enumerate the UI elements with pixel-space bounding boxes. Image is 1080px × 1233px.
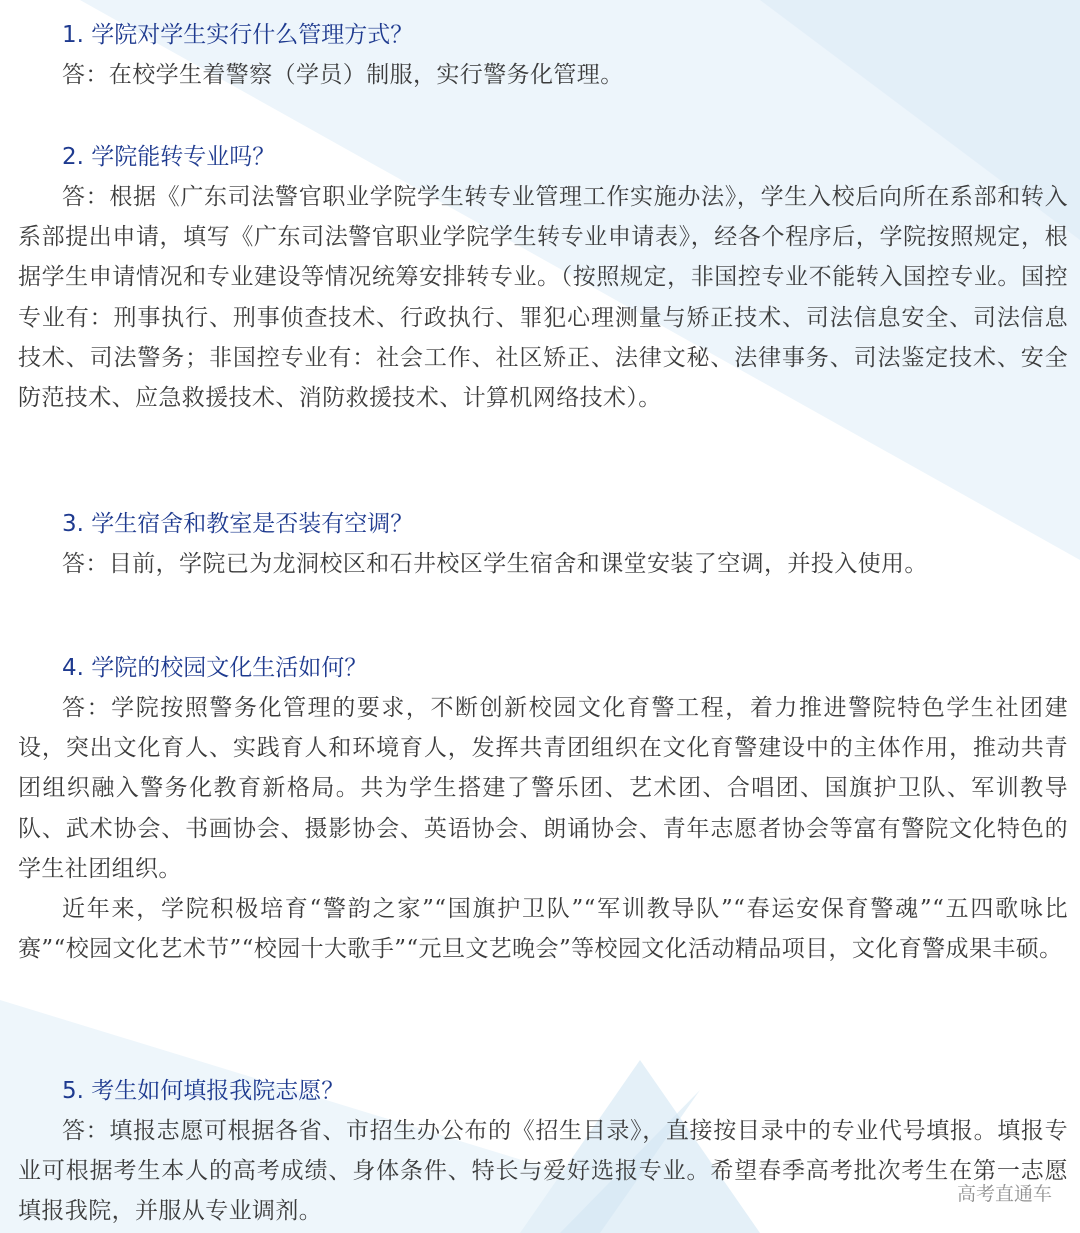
answer-3-paragraph: 答：目前，学院已为龙洞校区和石井校区学生宿舍和课堂安装了空调，并投入使用。 (62, 551, 928, 577)
question-1: 1. 学院对学生实行什么管理方式？ (62, 22, 414, 48)
answer-1 (18, 55, 1068, 95)
question-4: 4. 学院的校园文化生活如何？ (62, 655, 368, 681)
answer-4-paragraph-2: 近年来，学院积极培育“警韵之家”“国旗护卫队”“军训教导队”“春运安保育警魂”“五四歌咏比赛”“校园文化艺术节”“校园十大歌手”“元旦文艺晚会”等校园文化活动精品项目，文化育警成果丰硕。 (18, 896, 1068, 963)
question-3: 3. 学生宿舍和教室是否装有空调？ (62, 511, 414, 537)
question-5: 5. 考生如何填报我院志愿？ (62, 1078, 345, 1104)
answer-4 (18, 688, 1068, 969)
watermark: 高考直通车 (956, 1183, 1052, 1205)
answer-1-paragraph: 答：在校学生着警察（学员）制服，实行警务化管理。 (62, 62, 624, 88)
answer-4-paragraph-1: 答：学院按照警务化管理的要求，不断创新校园文化育警工程，着力推进警院特色学生社团建设，突出文化育人、实践育人和环境育人，发挥共青团组织在文化育警建设中的主体作用，推动共青团组织融入警务化教育新格局。共为学生搭建了警乐团、艺术团、合唱团、国旗护卫队、军训教导队、武术协会、书画协会、摄影协会、英语协会、朗诵协会、青年志愿者协会等富有警院文化特色的学生社团组织。 (18, 695, 1068, 882)
answer-5 (18, 1111, 1068, 1232)
answer-3 (18, 544, 1068, 584)
answer-2-paragraph: 答：根据《广东司法警官职业学院学生转专业管理工作实施办法》，学生入校后向所在系部和转入系部提出申请，填写《广东司法警官职业学院学生转专业申请表》，经各个程序后，学院按照规定，根据学生申请情况和专业建设等情况统筹安排转专业。（按照规定，非国控专业不能转入国控专业。国控专业有：刑事执行、刑事侦查技术、行政执行、罪犯心理测量与矫正技术、司法信息安全、司法信息技术、司法警务；非国控专业有：社会工作、社区矫正、法律文秘、法律事务、司法鉴定技术、安全防范技术、应急救援技术、消防救援技术、计算机网络技术）。 (18, 184, 1068, 412)
question-2: 2. 学院能转专业吗？ (62, 144, 276, 170)
answer-5-paragraph: 答：填报志愿可根据各省、市招生办公布的《招生目录》，直接按目录中的专业代号填报。填报专业可根据考生本人的高考成绩、身体条件、特长与爱好选报专业。希望春季高考批次考生在第一志愿填报我院，并服从专业调剂。 (18, 1118, 1068, 1225)
answer-2 (18, 177, 1068, 418)
